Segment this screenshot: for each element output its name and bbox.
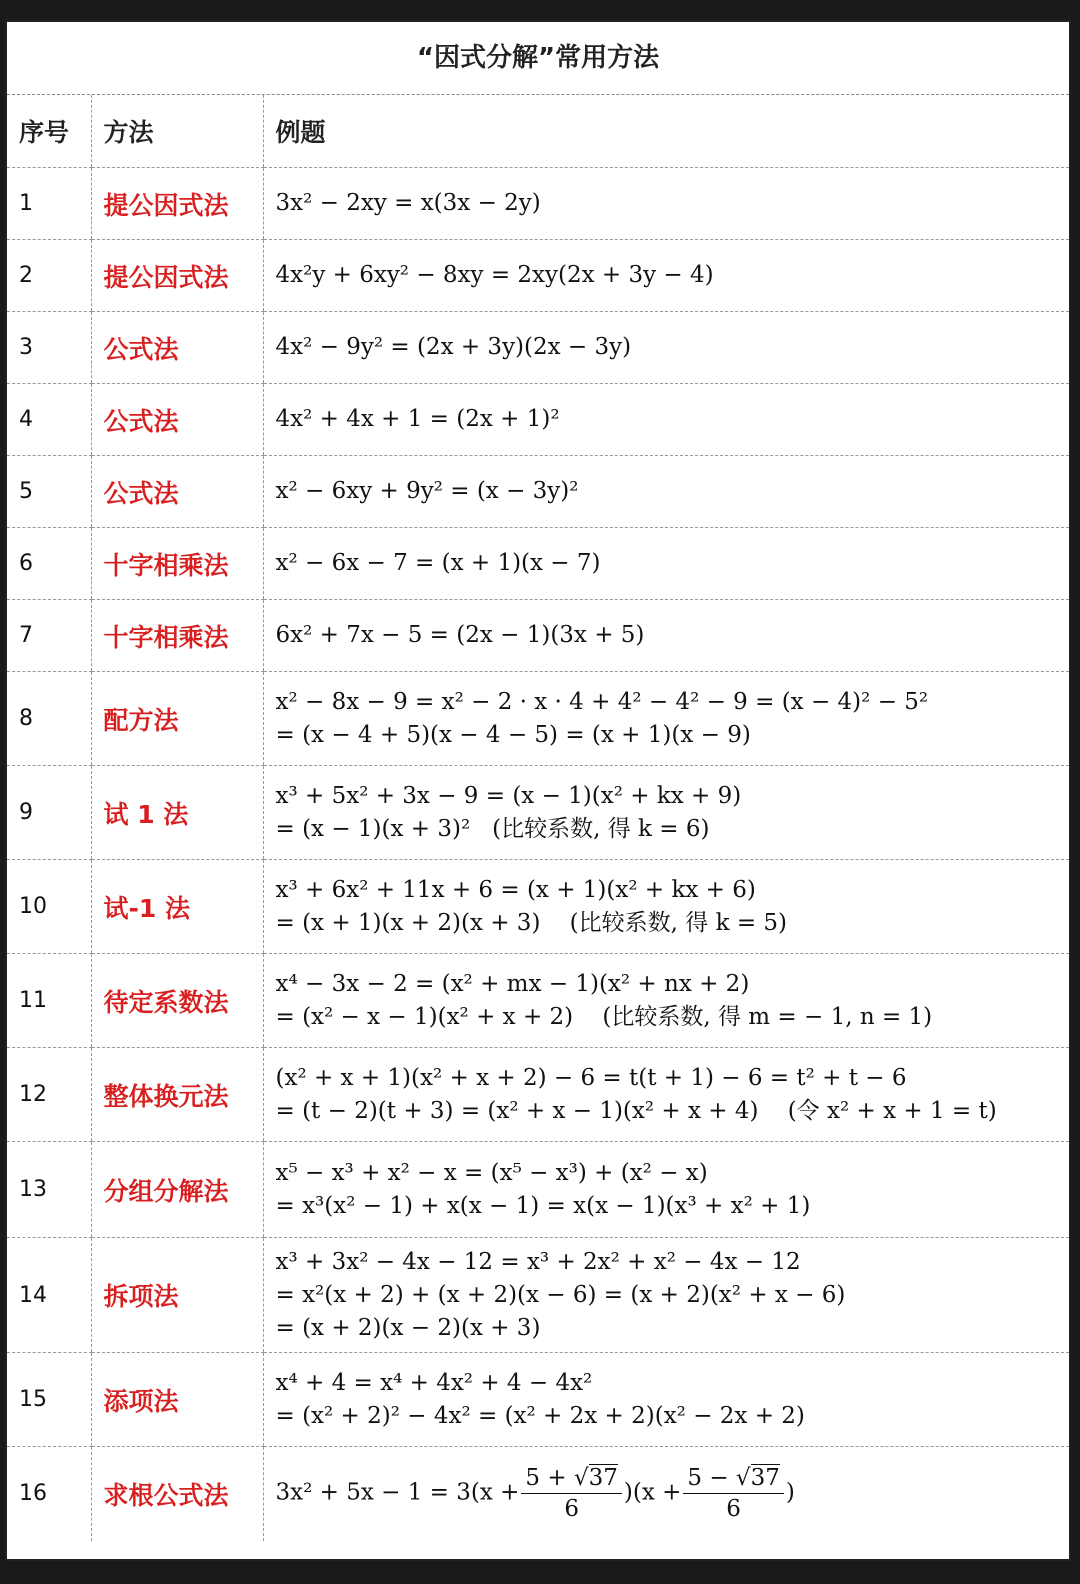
row-index: 2 [7, 240, 91, 312]
example-line: 3x² − 2xy = x(3x − 2y) [275, 190, 541, 216]
row-method: 整体换元法 [91, 1048, 263, 1142]
table-row [7, 1238, 1069, 1353]
table-row [7, 456, 1069, 528]
row-example [263, 1142, 1069, 1238]
table-row [7, 1447, 1069, 1541]
row-example [263, 168, 1069, 240]
row-example [263, 860, 1069, 954]
table-row [7, 1142, 1069, 1238]
row-index: 4 [7, 384, 91, 456]
root-fraction-1 [521, 1463, 621, 1524]
row-method: 配方法 [91, 672, 263, 766]
table-row [7, 954, 1069, 1048]
example-line: = (x − 1)(x + 3)² (比较系数, 得 k = 6) [275, 815, 710, 842]
example-line: = (x + 2)(x − 2)(x + 3) [275, 1314, 541, 1341]
table-header-row [7, 95, 1069, 168]
row-method: 分组分解法 [91, 1142, 263, 1238]
row-index: 5 [7, 456, 91, 528]
root-fraction-1-numerator [521, 1463, 621, 1494]
header-index: 序号 [7, 95, 91, 168]
example-line: = (x² + 2)² − 4x² = (x² + 2x + 2)(x² − 2x + 2) [275, 1402, 805, 1429]
example-line: x³ + 5x² + 3x − 9 = (x − 1)(x² + kx + 9) [275, 782, 742, 809]
numerator-term: 5 + [525, 1465, 574, 1492]
row-example [263, 954, 1069, 1048]
row-method: 公式法 [91, 312, 263, 384]
table-row [7, 860, 1069, 954]
row-method: 提公因式法 [91, 240, 263, 312]
row-example [263, 312, 1069, 384]
row-method: 公式法 [91, 456, 263, 528]
table-row [7, 528, 1069, 600]
root-fraction-2 [683, 1463, 783, 1524]
row-example [263, 766, 1069, 860]
row-example [263, 528, 1069, 600]
row-example [263, 1353, 1069, 1447]
example-line: x² − 6xy + 9y² = (x − 3y)² [275, 478, 579, 504]
row-index: 16 [19, 1481, 47, 1507]
page-title: “因式分解”常用方法 [7, 22, 1069, 95]
example-line: = (x + 1)(x + 2)(x + 3) (比较系数, 得 k = 5) [275, 909, 788, 936]
table-row [7, 1048, 1069, 1142]
row-index: 10 [7, 860, 91, 954]
row-method: 添项法 [91, 1353, 263, 1447]
row-index: 1 [7, 168, 91, 240]
row-index: 8 [7, 672, 91, 766]
row-example [263, 240, 1069, 312]
row-method: 公式法 [91, 384, 263, 456]
header-example: 例题 [263, 95, 1069, 168]
row-example [263, 1447, 1069, 1541]
example-line: x⁴ − 3x − 2 = (x² + mx − 1)(x² + nx + 2) [275, 970, 750, 997]
root-fraction-2-numerator [683, 1463, 783, 1494]
example-line: x³ + 3x² − 4x − 12 = x³ + 2x² + x² − 4x − 12 [275, 1248, 801, 1275]
row-method: 待定系数法 [91, 954, 263, 1048]
row-index: 12 [7, 1048, 91, 1142]
example-line: 4x² + 4x + 1 = (2x + 1)² [275, 406, 560, 432]
example-line: = (x² − x − 1)(x² + x + 2) (比较系数, 得 m = − 1, n = 1) [275, 1003, 933, 1030]
row-index: 3 [7, 312, 91, 384]
root-fraction-1-denominator: 6 [564, 1496, 579, 1523]
row-method: 十字相乘法 [91, 528, 263, 600]
table-row [7, 1353, 1069, 1447]
row-method: 提公因式法 [91, 168, 263, 240]
table-row [7, 672, 1069, 766]
row-index: 7 [7, 600, 91, 672]
table-row [7, 168, 1069, 240]
example-line: x⁵ − x³ + x² − x = (x⁵ − x³) + (x² − x) [275, 1159, 708, 1186]
row-example [263, 384, 1069, 456]
example-line: (x² + x + 1)(x² + x + 2) − 6 = t(t + 1) − 6 = t² + t − 6 [275, 1064, 907, 1091]
row-method: 拆项法 [91, 1238, 263, 1353]
row-example [263, 1048, 1069, 1142]
example-line: x² − 8x − 9 = x² − 2 · x · 4 + 4² − 4² − 9 = (x − 4)² − 5² [275, 688, 929, 715]
example-line: 6x² + 7x − 5 = (2x − 1)(3x + 5) [275, 622, 645, 648]
table-row [7, 384, 1069, 456]
row-example [263, 1238, 1069, 1353]
formula-sheet [5, 20, 1071, 1561]
formula-lead: 3x² + 5x − 1 = 3(x + [275, 1479, 520, 1506]
radicand: 37 [750, 1465, 780, 1492]
table-row [7, 312, 1069, 384]
row-example [263, 672, 1069, 766]
row-index: 6 [7, 528, 91, 600]
radicand: 37 [588, 1465, 618, 1492]
example-line: = x³(x² − 1) + x(x − 1) = x(x − 1)(x³ + x² + 1) [275, 1192, 811, 1219]
example-line: 4x²y + 6xy² − 8xy = 2xy(2x + 3y − 4) [275, 262, 714, 288]
header-method: 方法 [91, 95, 263, 168]
table-row [7, 600, 1069, 672]
example-line: 4x² − 9y² = (2x + 3y)(2x − 3y) [275, 334, 632, 360]
row-method: 试 1 法 [91, 766, 263, 860]
formula-tail: ) [785, 1479, 795, 1506]
row-index: 11 [7, 954, 91, 1048]
row-method: 求根公式法 [91, 1447, 263, 1541]
root-fraction-2-denominator: 6 [726, 1496, 741, 1523]
example-line: = (t − 2)(t + 3) = (x² + x − 1)(x² + x + 4) (令 x² + x + 1 = t) [275, 1097, 997, 1124]
sqrt-sign: √ [735, 1465, 751, 1492]
quadratic-formula-line [276, 1463, 1070, 1524]
example-line: x² − 6x − 7 = (x + 1)(x − 7) [275, 550, 601, 576]
table-row [7, 766, 1069, 860]
numerator-term: 5 − [687, 1465, 736, 1492]
example-line: = x²(x + 2) + (x + 2)(x − 6) = (x + 2)(x² + x − 6) [275, 1281, 846, 1308]
row-index: 14 [7, 1238, 91, 1353]
table-body [7, 168, 1069, 1541]
sqrt-sign: √ [573, 1465, 589, 1492]
row-index: 13 [7, 1142, 91, 1238]
row-example [263, 456, 1069, 528]
formula-mid: )(x + [623, 1479, 682, 1506]
example-line: x⁴ + 4 = x⁴ + 4x² + 4 − 4x² [275, 1369, 593, 1396]
row-method: 试-1 法 [91, 860, 263, 954]
table-row [7, 240, 1069, 312]
methods-table [7, 95, 1069, 1541]
example-line: = (x − 4 + 5)(x − 4 − 5) = (x + 1)(x − 9) [275, 721, 751, 748]
example-line: x³ + 6x² + 11x + 6 = (x + 1)(x² + kx + 6) [275, 876, 756, 903]
row-index: 15 [7, 1353, 91, 1447]
row-example [263, 600, 1069, 672]
row-index: 9 [7, 766, 91, 860]
row-method: 十字相乘法 [91, 600, 263, 672]
